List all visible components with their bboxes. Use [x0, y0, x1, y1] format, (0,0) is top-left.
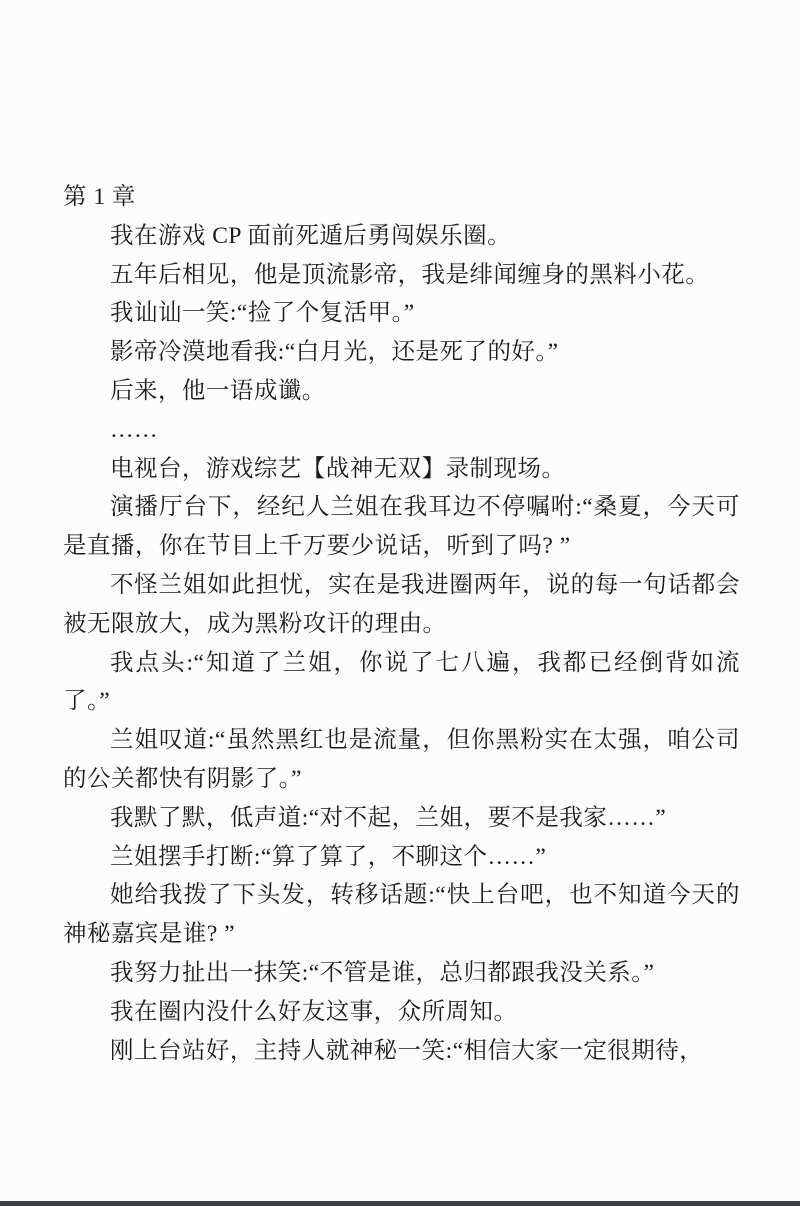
bottom-bar	[0, 1201, 800, 1206]
paragraph: 电视台，游戏综艺【战神无双】录制现场。	[110, 455, 566, 482]
paragraph: 我默了默，低声道:“对不起，兰姐，要不是我家……”	[110, 804, 667, 831]
paragraph: 我努力扯出一抹笑:“不管是谁，总归都跟我没关系。”	[110, 959, 655, 986]
paragraph: 兰姐叹道:“虽然黑红也是流量，但你黑粉实在太强，咱公司的公关都快有阴影了。”	[63, 727, 740, 792]
paragraph: 我讪讪一笑:“捡了个复活甲。”	[110, 300, 415, 327]
paragraph: ……	[110, 416, 158, 443]
chapter-content	[63, 178, 740, 1070]
paragraph: 她给我拨了下头发，转移话题:“快上台吧，也不知道今天的神秘嘉宾是谁? ”	[63, 882, 740, 948]
paragraph: 兰姐摆手打断:“算了算了，不聊这个……”	[110, 843, 547, 870]
paragraph: 影帝冷漠地看我:“白月光，还是死了的好。”	[110, 339, 559, 366]
paragraph: 我在游戏 CP 面前死遁后勇闯娱乐圈。	[110, 222, 512, 249]
paragraph: 后来，他一语成谶。	[110, 377, 326, 404]
paragraph: 我点头:“知道了兰姐，你说了七八遍，我都已经倒背如流了。”	[63, 649, 740, 715]
paragraph: 不怪兰姐如此担忧，实在是我进圈两年，说的每一句话都会被无限放大，成为黑粉攻讦的理由。	[63, 571, 740, 637]
chapter-title: 第 1 章	[63, 184, 136, 210]
paragraph: 五年后相见，他是顶流影帝，我是绯闻缠身的黑料小花。	[110, 261, 710, 288]
chapter-body	[63, 217, 740, 1071]
paragraph: 我在圈内没什么好友这事，众所周知。	[110, 998, 518, 1025]
paragraph: 刚上台站好，主持人就神秘一笑:“相信大家一定很期待，	[110, 1037, 704, 1064]
paragraph: 演播厅台下，经纪人兰姐在我耳边不停嘱咐:“桑夏，今天可是直播，你在节目上千万要少说话，听到了吗? ”	[63, 494, 740, 560]
